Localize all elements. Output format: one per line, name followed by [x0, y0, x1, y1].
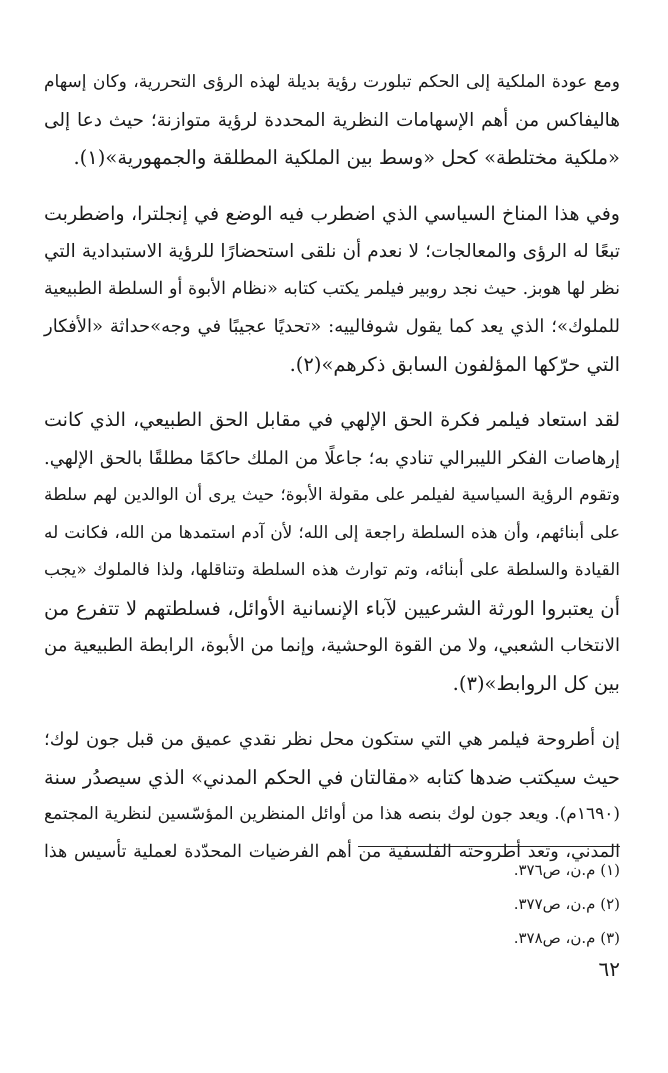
text-line: تبعًا له الرؤى والمعالجات؛ لا نعدم أن نلقى استحضارًا للرؤية الاستبدادية التي: [44, 241, 620, 262]
text-line: لقد استعاد فيلمر فكرة الحق الإلهي في مقابل الحق الطبيعي، الذي كانت: [44, 409, 620, 431]
text-line: هاليفاكس من أهم الإسهامات النظرية المحددة لرؤية متوازنة؛ حيث دعا إلى: [44, 109, 620, 131]
text-line: إرهاصات الفكر الليبرالي تنادي به؛ جاعلًا من الملك حاكمًا مطلقًا بالحق الإلهي.: [44, 447, 620, 469]
page-body: [44, 64, 620, 890]
text-line: وفي هذا المناخ السياسي الذي اضطرب فيه الوضع في إنجلترا، واضطربت: [44, 202, 620, 225]
text-line: القيادة والسلطة على أبنائه، وتم توارث هذه السلطة وتناقلها، ولذا فالملوك «يجب: [44, 560, 620, 580]
page-number: ٦٢: [598, 957, 620, 981]
paragraph-1: [44, 64, 620, 177]
text-line: «ملكية مختلطة» كحل «وسط بين الملكية المطلقة والجمهورية»(١).: [73, 146, 620, 169]
text-line: للملوك»؛ الذي يعد كما يقول شوفالييه: «تحديًا عجيبًا في وجه»حداثة «الأفكار: [44, 316, 620, 337]
text-line: ومع عودة الملكية إلى الحكم تبلورت رؤية بديلة لهذه الرؤى التحررية، وكان إسهام: [44, 72, 620, 92]
footnote-1: (١) م.ن، ص٣٧٦.: [513, 861, 620, 879]
paragraph-4: [44, 721, 620, 871]
paragraph-2: [44, 196, 620, 384]
text-line: الانتخاب الشعبي، ولا من القوة الوحشية، وإنما من الأبوة، الرابطة الطبيعية من: [44, 635, 620, 656]
text-line: حيث سيكتب ضدها كتابه «مقالتان في الحكم المدني» الذي سيصدُر سنة: [44, 765, 620, 789]
footnote-2: (٢) م.ن، ص٣٧٧.: [513, 895, 620, 913]
text-line: وتقوم الرؤية السياسية لفيلمر على مقولة الأبوة؛ حيث يرى أن الوالدين لهم سلطة: [44, 485, 620, 505]
text-line: المدني، وتعد أطروحته الفلسفية من أهم الفرضيات المحدّدة لعملية تأسيس هذا: [44, 841, 620, 862]
text-line: أن يعتبروا الورثة الشرعيين لآباء الإنسانية الأوائل، فسلطتهم لا تتفرع من: [44, 596, 620, 620]
footnotes: [358, 853, 620, 955]
text-line: إن أطروحة فيلمر هي التي ستكون محل نظر نقدي عميق من قبل جون لوك؛: [44, 729, 620, 750]
paragraph-3: [44, 402, 620, 702]
text-line: (١٦٩٠م). ويعد جون لوك بنصه هذا من أوائل المنظرين المؤسّسين لنظرية المجتمع: [44, 804, 620, 824]
text-line: التي حرّكها المؤلفون السابق ذكرهم»(٢).: [289, 352, 620, 376]
text-line: بين كل الروابط»(٣).: [452, 671, 620, 695]
text-line: نظر لها هوبز. حيث نجد روبير فيلمر يكتب كتابه «نظام الأبوة أو السلطة الطبيعية: [44, 278, 620, 299]
footnote-separator: [358, 846, 620, 847]
text-line: على أبنائهم، وأن هذه السلطة راجعة إلى الله؛ لأن آدم استمدها من الله، فكانت له: [44, 522, 620, 543]
footnote-3: (٣) م.ن، ص٣٧٨.: [513, 929, 620, 947]
